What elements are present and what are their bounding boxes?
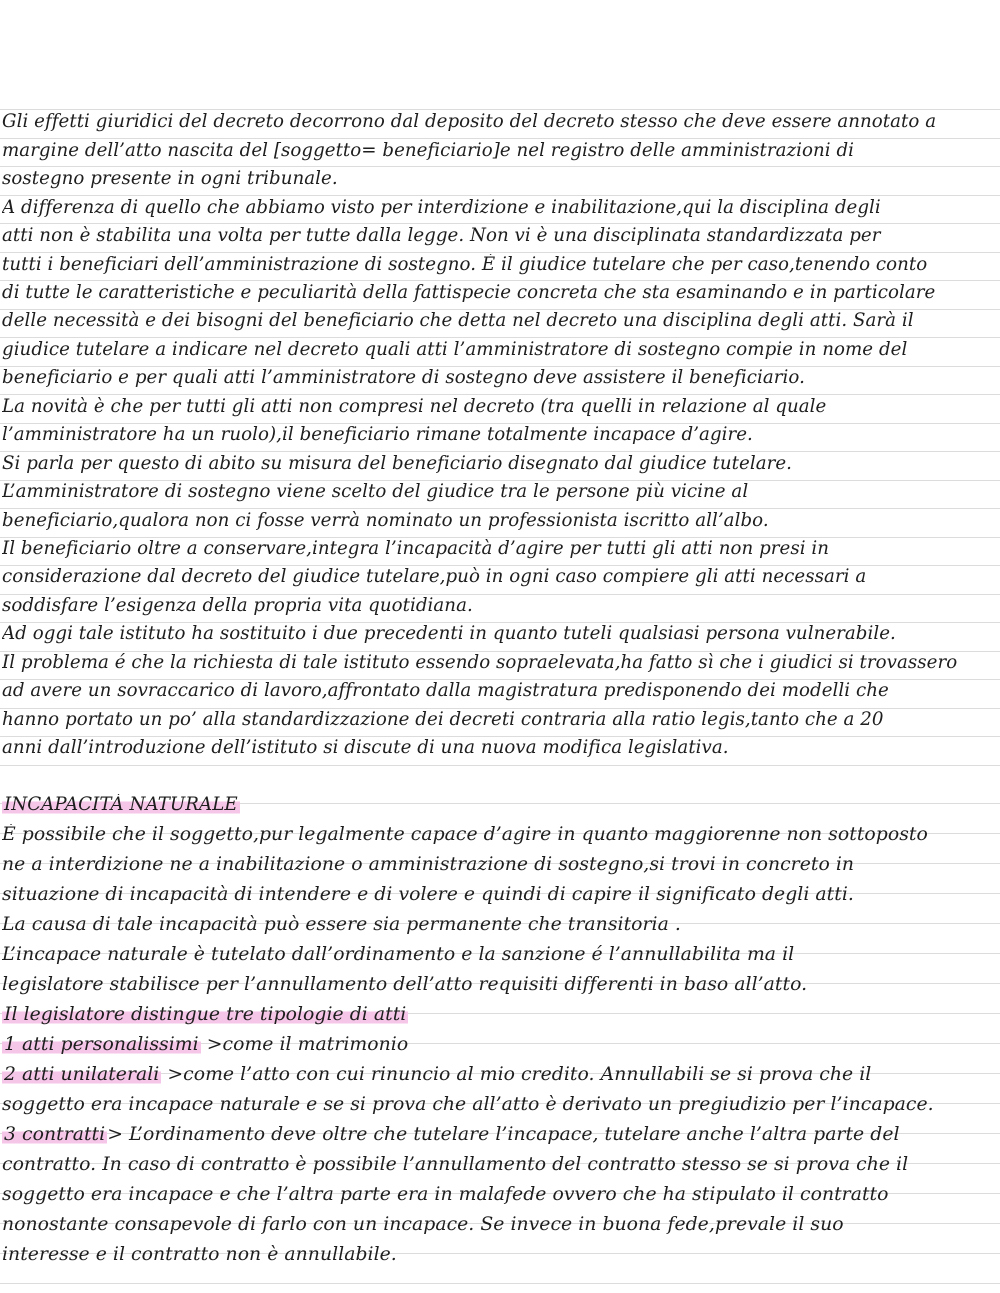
ruled-line	[0, 223, 1000, 224]
text-line: Gli effetti giuridici del decreto decorrono dal deposito del decreto stesso che deve essere annotato a	[2, 111, 937, 132]
heading-highlight: INCAPACITÀ NATURALE	[4, 794, 238, 815]
text-line: di tutte le caratteristiche e peculiarità della fattispecie concreta che sta esaminando e in particolare	[2, 282, 936, 303]
text-line: legislatore stabilisce per l’annullamento dell’atto requisiti differenti in baso all’atto.	[2, 974, 808, 995]
text-line: situazione di incapacità di intendere e di volere e quindi di capire il significato degli atti.	[2, 884, 854, 905]
ruled-line	[0, 508, 1000, 509]
text-line: l’amministratore ha un ruolo),il beneficiario rimane totalmente incapace d’agire.	[2, 424, 753, 445]
text-line: L’amministratore di sostegno viene scelto del giudice tra le persone più vicine al	[2, 481, 749, 502]
item-text: > L’ordinamento deve oltre che tutelare l’incapace, tutelare anche l’altra parte del	[107, 1124, 900, 1145]
list-item-2	[2, 1064, 998, 1085]
ruled-line	[0, 280, 1000, 281]
text-line: A differenza di quello che abbiamo visto per interdizione e inabilitazione,qui la disciplina degli	[2, 197, 881, 218]
item-label-highlight: 2 atti unilaterali	[4, 1064, 160, 1085]
text-line: Ad oggi tale istituto ha sostituito i due precedenti in quanto tuteli qualsiasi persona vulnerabile.	[2, 623, 896, 644]
item-text: >come il matrimonio	[200, 1034, 409, 1055]
text-line: anni dall’introduzione dell’istituto si discute di una nuova modifica legislativa.	[2, 737, 729, 758]
text-line: soggetto era incapace e che l’altra parte era in malafede ovvero che ha stipulato il contratto	[2, 1184, 889, 1205]
item-label-highlight: 1 atti personalissimi	[4, 1034, 199, 1055]
list-item-3	[2, 1124, 998, 1145]
ruled-line	[0, 138, 1000, 139]
text-line: La causa di tale incapacità può essere sia permanente che transitoria .	[2, 914, 681, 935]
ruled-line	[0, 166, 1000, 167]
ruled-line	[0, 1283, 1000, 1284]
text-line: Il problema é che la richiesta di tale istituto essendo sopraelevata,ha fatto sì che i giudici si trovassero	[2, 652, 958, 673]
text-line: nonostante consapevole di farlo con un incapace. Se invece in buona fede,prevale il suo	[2, 1214, 844, 1235]
ruled-line	[0, 109, 1000, 110]
text-line: ne a interdizione ne a inabilitazione o amministrazione di sostegno,si trovi in concreto in	[2, 854, 855, 875]
ruled-line	[0, 451, 1000, 452]
text-line: sostegno presente in ogni tribunale.	[2, 168, 338, 189]
list-intro-highlight: Il legislatore distingue tre tipologie di atti	[4, 1004, 407, 1025]
text-line: tutti i beneficiari dell’amministrazione di sostegno. È il giudice tutelare che per caso,tenendo conto	[2, 254, 928, 275]
ruled-line	[0, 252, 1000, 253]
ruled-line	[0, 195, 1000, 196]
item-text: >come l’atto con cui rinuncio al mio credito. Annullabili se si prova che il	[161, 1064, 872, 1085]
list-intro	[2, 1004, 998, 1025]
text-line: hanno portato un po’ alla standardizzazione dei decreti contraria alla ratio legis,tanto che a 20	[2, 709, 884, 730]
text-line: Il beneficiario oltre a conservare,integra l’incapacità d’agire per tutti gli atti non presi in	[2, 538, 830, 559]
text-line: contratto. In caso di contratto è possibile l’annullamento del contratto stesso se si prova che il	[2, 1154, 909, 1175]
list-item-1	[2, 1034, 998, 1055]
text-line: La novità è che per tutti gli atti non compresi nel decreto (tra quelli in relazione al quale	[2, 396, 827, 417]
ruled-line	[0, 394, 1000, 395]
text-line: ad avere un sovraccarico di lavoro,affrontato dalla magistratura predisponendo dei modelli che	[2, 680, 889, 701]
text-line: giudice tutelare a indicare nel decreto quali atti l’amministratore di sostegno compie in nome del	[2, 339, 908, 360]
text-line: beneficiario,qualora non ci fosse verrà nominato un professionista iscritto all’albo.	[2, 510, 769, 531]
ruled-line	[0, 337, 1000, 338]
text-line: È possibile che il soggetto,pur legalmente capace d’agire in quanto maggiorenne non sottoposto	[2, 824, 928, 845]
text-line: considerazione dal decreto del giudice tutelare,può in ogni caso compiere gli atti necessari a	[2, 566, 867, 587]
text-line: interesse e il contratto non è annullabile.	[2, 1244, 397, 1265]
text-line: atti non è stabilita una volta per tutte dalla legge. Non vi è una disciplinata standardizzata per	[2, 225, 881, 246]
item-label-highlight: 3 contratti	[4, 1124, 106, 1145]
text-line: beneficiario e per quali atti l’amministratore di sostegno deve assistere il beneficiario.	[2, 367, 805, 388]
section-heading	[2, 794, 998, 815]
text-line: margine dell’atto nascita del [soggetto= beneficiario]e nel registro delle amministrazioni di	[2, 140, 855, 161]
ruled-line	[0, 765, 1000, 766]
text-line: soggetto era incapace naturale e se si prova che all’atto è derivato un pregiudizio per l’incapace.	[2, 1094, 934, 1115]
text-line: Si parla per questo di abito su misura del beneficiario disegnato dal giudice tutelare.	[2, 453, 792, 474]
text-line: L’incapace naturale è tutelato dall’ordinamento e la sanzione é l’annullabilita ma il	[2, 944, 795, 965]
text-line: soddisfare l’esigenza della propria vita quotidiana.	[2, 595, 473, 616]
text-line: delle necessità e dei bisogni del beneficiario che detta nel decreto una disciplina degli atti. Sarà il	[2, 310, 914, 331]
